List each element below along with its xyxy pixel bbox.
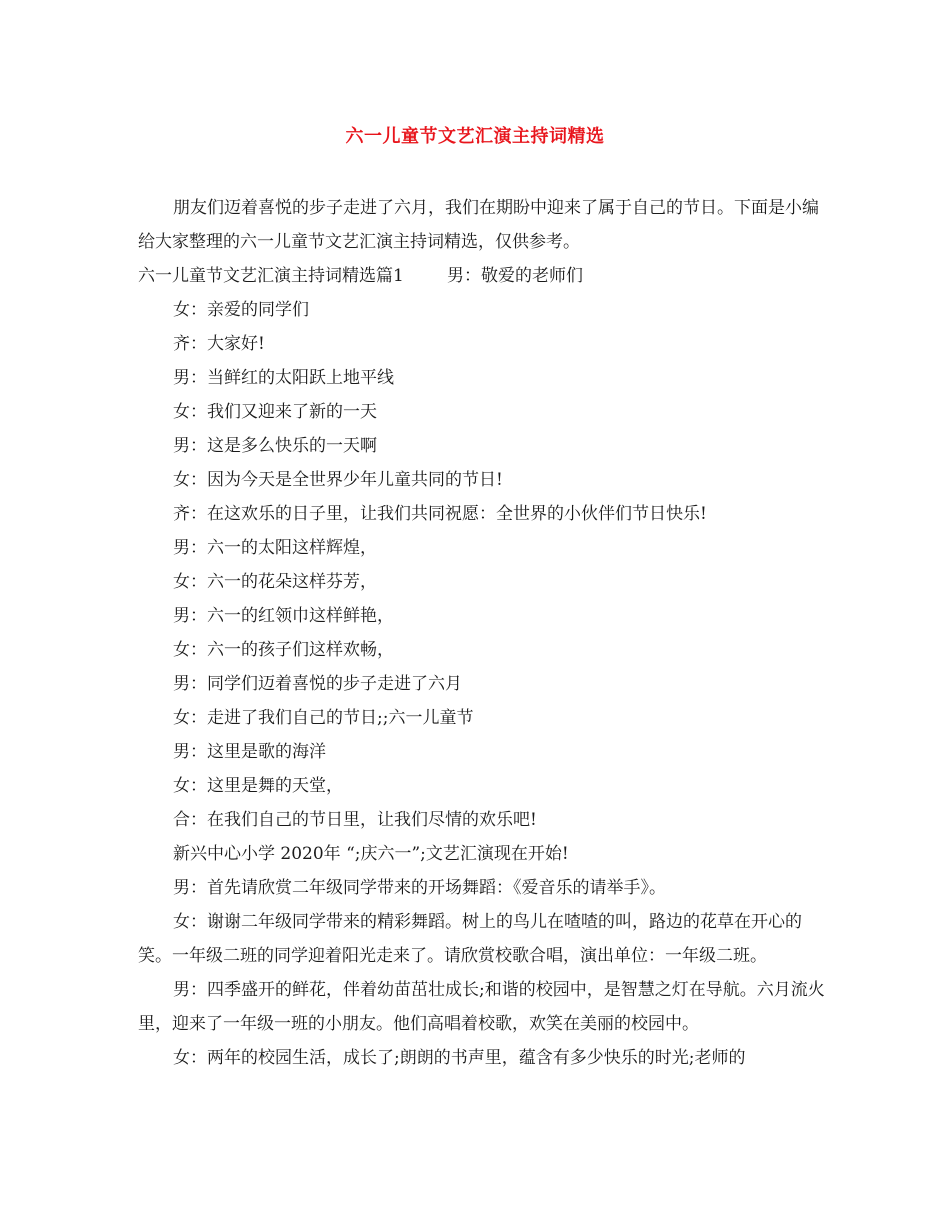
dialogue-line: 男：这里是歌的海洋 — [173, 742, 326, 762]
dialogue-line: 男：这是多么快乐的一天啊 — [173, 436, 377, 456]
dialogue-line: 男：六一的红领巾这样鲜艳， — [173, 606, 394, 626]
dialogue-line: 女：两年的校园生活，成长了;朗朗的书声里，蕴含有多少快乐的时光;老师的 — [173, 1048, 746, 1068]
paragraph-intro: 朋友们迈着喜悦的步子走进了六月，我们在期盼中迎来了属于自己的节日。下面是小编给大家整理的六一儿童节文艺汇演主持词精选，仅供参考。 — [138, 198, 819, 252]
dialogue-line: 男：六一的太阳这样辉煌， — [173, 538, 377, 558]
dialogue-line: 男：首先请欣赏二年级同学带来的开场舞蹈：《爱音乐的请举手》。 — [173, 878, 666, 898]
document-title: 六一儿童节文艺汇演主持词精选 — [345, 126, 605, 147]
dialogue-line: 女：因为今天是全世界少年儿童共同的节日! — [173, 470, 503, 490]
dialogue-line: 女：我们又迎来了新的一天 — [173, 402, 377, 422]
dialogue-line: 女：亲爱的同学们 — [173, 300, 309, 320]
dialogue-line: 齐：大家好! — [173, 334, 265, 354]
dialogue-line: 合：在我们自己的节日里，让我们尽情的欢乐吧! — [173, 810, 537, 830]
dialogue-line: 男：同学们迈着喜悦的步子走进了六月 — [173, 674, 462, 694]
dialogue-line: 女：这里是舞的天堂， — [173, 776, 343, 796]
dialogue-line: 齐：在这欢乐的日子里，让我们共同祝愿：全世界的小伙伴们节日快乐! — [173, 504, 707, 524]
document-body — [138, 191, 828, 1075]
dialogue-line: 女：六一的孩子们这样欢畅， — [173, 640, 394, 660]
dialogue-line: 女：谢谢二年级同学带来的精彩舞蹈。树上的鸟儿在喳喳的叫，路边的花草在开心的笑。一年级二班的同学迎着阳光走来了。请欣赏校歌合唱，演出单位：一年级二班。 — [138, 912, 802, 966]
paragraph-section-heading: 六一儿童节文艺汇演主持词精选篇1 男：敬爱的老师们 — [138, 266, 584, 286]
dialogue-line: 女：六一的花朵这样芬芳， — [173, 572, 377, 592]
dialogue-line: 女：走进了我们自己的节日;;六一儿童节 — [173, 708, 474, 728]
dialogue-line: 男：四季盛开的鲜花，伴着幼苗茁壮成长;和谐的校园中，是智慧之灯在导航。六月流火里，迎来了一年级一班的小朋友。他们高唱着校歌，欢笑在美丽的校园中。 — [138, 980, 825, 1034]
dialogue-line: 男：当鲜红的太阳跃上地平线 — [173, 368, 394, 388]
dialogue-line: 新兴中心小学 2020年 “;庆六一”;文艺汇演现在开始! — [173, 844, 569, 864]
